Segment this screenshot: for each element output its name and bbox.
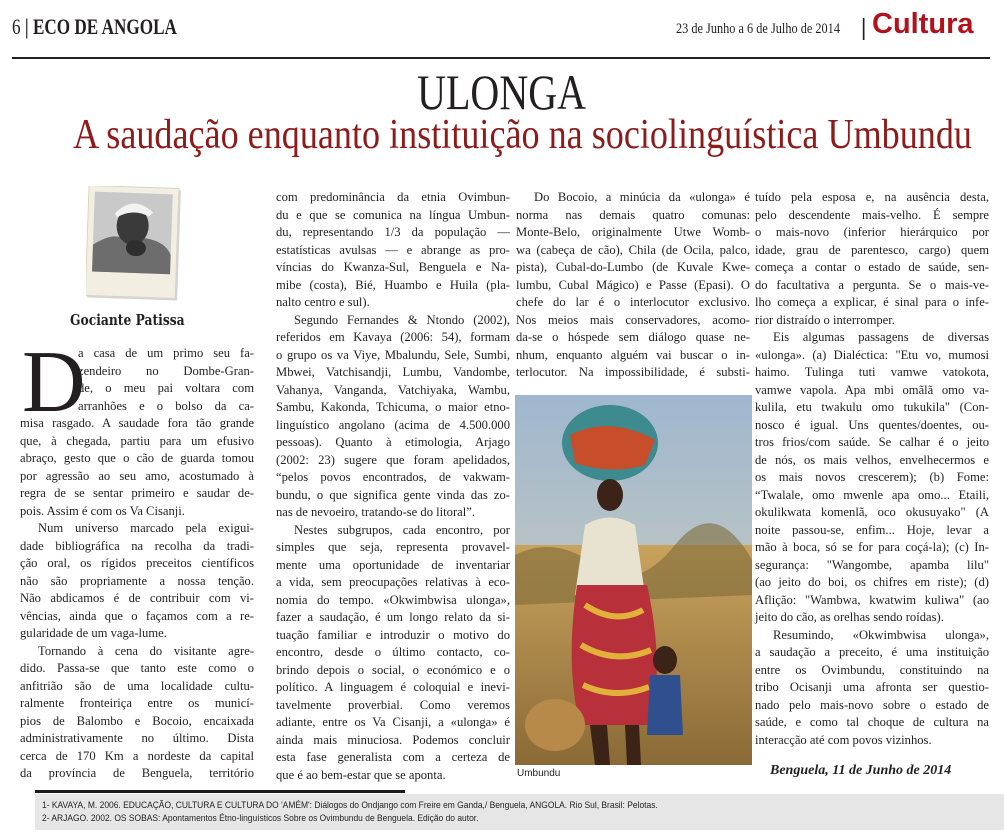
text-line: nalto centro e sul). <box>276 295 370 309</box>
text-line: kulila, etu twakulu omo tukukila" (Con- <box>755 400 989 414</box>
footnotes-box <box>35 794 1004 830</box>
text-line: lumbu, Cubal Mágico) e Passe (Epasi). O <box>516 277 750 292</box>
text-line: zendeiro no Dombe-Gran- <box>78 363 254 378</box>
paragraph <box>20 520 254 643</box>
text-line: pios de Balombo e Bocoio, encaixada <box>20 713 254 728</box>
publication-name: | ECO DE ANGOLA <box>24 14 177 39</box>
text-line: mente uma oportunidade de inventariar <box>276 557 510 572</box>
text-line: Resumindo, «Okwimbwisa ulonga», <box>773 627 989 642</box>
text-line: vamwe vapola. Apa mbi omãlã omo va- <box>755 382 989 397</box>
text-column-2 <box>276 189 510 784</box>
text-column-1 <box>20 334 254 783</box>
paragraph <box>276 522 510 785</box>
paragraph <box>20 334 254 520</box>
text-line: nomia do tempo. «Okwimbwisa ulonga», <box>276 592 510 607</box>
text-line: (ao jeito do boi, os chifres em riste); (d) <box>755 575 989 589</box>
text-line: por agressão ao seu amo, acostumado à <box>20 468 254 483</box>
article-subtitle-text: A saudação enquanto instituição na sociolinguística Umbundu <box>73 112 972 158</box>
text-line: Nos meios mais conservadores, acomo- <box>516 312 750 327</box>
text-line: Num universo marcado pela exigui- <box>38 521 254 535</box>
text-line: brindo depois o social, o económico e o <box>276 662 510 677</box>
paragraph <box>755 189 989 329</box>
text-line: okulikwata komenlã, oco okusuyako" (A <box>755 505 989 519</box>
article-title-text: ULONGA <box>417 64 587 120</box>
text-line: Não abdicamos é de contribuir com vi- <box>20 591 254 605</box>
text-line: estatísticas avulsas — e abrange as pro- <box>276 242 510 257</box>
text-line: que é ao bem-estar que se aponta. <box>276 767 446 782</box>
footnote-rule <box>35 790 405 793</box>
text-line: wa (cabeça de cão), Chila (de Ocila, palco, <box>516 242 750 257</box>
text-line: gularidade de um vaga-lume. <box>20 626 167 640</box>
footnote-1: 1- KAVAYA, M. 2006. EDUCAÇÃO, CULTURA E CULTURA DO 'AMÉM': Diálogos do Ondjango com Freire em Ganda,/ Benguela, ANGOLA. Rio Sul, Brasil: Pelotas. <box>42 800 658 810</box>
article-subtitle <box>0 112 1004 158</box>
text-line: «ulonga». (a) Dialéctica: "Etu vo, mumosi <box>755 347 989 362</box>
text-line: da província de Benguela, território <box>20 766 254 780</box>
text-line: Segundo Fernandes & Ntondo (2002), <box>294 312 510 327</box>
text-line: linguístico angolano (acima de 4.500.000 <box>276 417 510 432</box>
author-photo <box>86 186 182 304</box>
text-line: tros frios/com saúde. Se calhar é o jeito <box>755 435 989 449</box>
text-line: o grupo os va Viye, Mbalundu, Sele, Sumbi, <box>276 347 510 362</box>
text-line: político. A linguagem é coloquial e inevi- <box>276 680 510 694</box>
footnote-2: 2- ARJAGO. 2002. OS SOBAS: Apontamentos Étno-linguísticos Sobre os Ovimbundu de Benguela. Edição do autor. <box>42 813 479 823</box>
text-line: vências, ainda que o façamos com a re- <box>20 608 254 623</box>
author-name: Gociante Patissa <box>70 311 185 329</box>
paragraph <box>276 189 510 312</box>
text-line: Mbwei, Vatchisandji, Lumbu, Vandombe, <box>276 365 510 379</box>
text-line: nas de nevoeiro, tratando-se do litoral”. <box>276 505 475 519</box>
paragraph <box>20 643 254 783</box>
text-line: bundu, o que significa gente vinda das zo- <box>276 487 510 502</box>
text-line: cerca de 170 Km a nordeste da capital <box>20 748 254 763</box>
text-line: “Twalale, omo mwenle apa omo... Etaili, <box>755 487 989 502</box>
text-line: do facultativa a pergunta. Se o mais-ve- <box>755 277 989 292</box>
text-line: haimo. Tulinga tuti vamwe vatokota, <box>755 365 989 379</box>
text-line: saúde, e como tal choque de cultura na <box>755 715 989 729</box>
article-photo <box>515 395 752 765</box>
text-line: a vida, sem preocupações relativas à eco- <box>276 575 510 589</box>
text-line: abraço, gesto que o cão de guarda tomou <box>20 451 254 465</box>
text-column-4 <box>755 189 989 749</box>
text-line: nosco é igual. Uns quentes/doentes, ou- <box>755 417 989 432</box>
text-line: anfitrião são de uma localidade cultu- <box>20 678 254 693</box>
text-line: o mais-novo (inferior hierárquico por <box>755 225 989 239</box>
text-line: nado pelo mais-novo sobre o estado de <box>755 697 989 712</box>
text-line: noite passou-se, enfim... Hoje, levar a <box>755 522 989 537</box>
text-column-3 <box>516 189 750 382</box>
text-line: chefe do lar é o interlocutor exclusivo. <box>516 295 750 309</box>
article-title <box>0 66 1004 118</box>
text-line: encontro, desde o último contacto, co- <box>276 645 510 659</box>
text-line: tavelmente proverbial. Como veremos <box>276 697 510 712</box>
text-line: simples que seja, representa provavel- <box>276 540 510 554</box>
text-line: referidos em Kavaya (2006: 54), formam <box>276 330 510 344</box>
paragraph <box>755 627 989 750</box>
text-line: lho começa a explicar, é sinal para o infe- <box>755 295 989 309</box>
text-line: tribo Ocisanji uma afronta ser questio- <box>755 680 989 694</box>
section-name: Cultura <box>872 8 974 40</box>
text-line: idade, grau de parentesco, cargo) quem <box>755 242 989 257</box>
text-line: Eis algumas passagens de diversas <box>773 330 989 344</box>
text-line: dido. Passa-se que tanto este como o <box>20 661 254 675</box>
text-line: interacção até com povos vizinhos. <box>755 732 932 747</box>
text-line: de nós, os mais velhos, envelhecermos e <box>755 452 989 467</box>
text-line: norma nas demais quatro comunas: <box>516 207 750 222</box>
text-line: entre os Ovimbundu, constituindo na <box>755 662 989 677</box>
text-line: ção oral, os rígidos preceitos científicos <box>20 556 254 570</box>
text-line: de, o meu pai voltara com <box>78 381 254 395</box>
text-line: Monte-Belo, originalmente Utwe Womb- <box>516 225 750 239</box>
text-line: adiante, entre os Va Cisanji, a «ulonga» é <box>276 715 510 729</box>
text-line: “pelos povos encontrados, de vakwam- <box>276 470 510 484</box>
text-line: mibe (costa), Bié, Huambo e Huila (pla- <box>276 277 510 292</box>
text-line: tuído pela esposa e, na ausência desta, <box>755 190 989 204</box>
paragraph <box>276 312 510 522</box>
text-line: esta fase generalista com a certeza de <box>276 750 510 764</box>
text-line: da-se o hóspede sem diálogo quase ne- <box>516 330 750 344</box>
text-line: terlocutor. Na impossibilidade, é substi- <box>516 365 750 379</box>
text-line: Vahanya, Vanganda, Vatchiyaka, Wambu, <box>276 382 510 397</box>
text-line: misa rasgado. A saudade fora tão grande <box>20 416 254 430</box>
text-line: pista), Cubal-do-Lumbo (de Kuvale Kwe- <box>516 260 750 274</box>
text-line: dade bibliográfica na recolha da tradi- <box>20 538 254 553</box>
text-line: jeito do cão, as orelhas sendo roídas). <box>755 610 944 624</box>
drop-cap: D <box>22 334 86 431</box>
text-line: não são propriamente a nossa tenção. <box>20 573 254 588</box>
text-line: Sambu, Kakonda, Tchicuma, o maior etno- <box>276 400 510 414</box>
text-line: pessoas). Quanto à etimologia, Arjago <box>276 435 510 449</box>
text-line: tuação familiar e introduzir o motivo do <box>276 627 510 642</box>
text-line: (2002: 23) sugere que foram apelidados, <box>276 452 510 467</box>
text-line: começa a contar o estado de saúde, sen- <box>755 260 989 274</box>
text-line: pois. Assim é com os Va Cisanji. <box>20 503 185 518</box>
paragraph <box>516 189 750 382</box>
text-line: Aflição: "Wambwa, kwatwim kuliwa" (ao <box>755 592 989 607</box>
text-line: Do Bocoio, a minúcia da «ulonga» é <box>534 190 750 204</box>
text-line: nhum, enquanto alguém vai buscar o in- <box>516 347 750 362</box>
text-line: du e que se comunica na língua Umbun- <box>276 207 510 222</box>
text-line: du, representando 1/3 da população — <box>276 225 510 239</box>
text-line: Nestes subgrupos, cada encontro, por <box>294 522 510 537</box>
header-separator: | <box>861 15 867 41</box>
text-line: que, à chegada, partiu para um efusivo <box>20 433 254 448</box>
header-rule <box>12 57 990 59</box>
text-line: pelo descendente mais-velho. É sempre <box>755 207 989 222</box>
text-line: regra de se sentar primeiro e saudar de- <box>20 486 254 500</box>
text-line: a casa de um primo seu fa- <box>78 346 254 360</box>
photo-caption: Umbundu <box>517 768 561 779</box>
text-line: ainda mais minuciosa. Podemos concluir <box>276 732 510 747</box>
issue-date: 23 de Junho a 6 de Julho de 2014 <box>676 21 840 37</box>
text-line: rior distraído o interromper. <box>755 312 895 327</box>
text-line: com predominância da etnia Ovimbun- <box>276 190 510 204</box>
text-line: Tornando à cena do visitante agre- <box>38 643 254 658</box>
text-line: os mais novos crescerem); (b) Fome: <box>755 470 989 484</box>
text-line: segurança: "Wangombe, apamba lilu" <box>755 557 989 572</box>
text-line: administrativamente no último. Dista <box>20 731 254 745</box>
article-signature: Benguela, 11 de Junho de 2014 <box>770 763 952 778</box>
text-line: arranhões e o bolso da ca- <box>78 398 254 413</box>
text-line: a saudação a preceito, é uma instituição <box>755 645 989 659</box>
text-line: ralmente fronteiriça entre os municí- <box>20 696 254 710</box>
text-line: fazer a saudação, é um longo relato da si- <box>276 610 510 624</box>
text-line: mão à boca, só se for para coçá-la); (c) In- <box>755 540 989 554</box>
page-header-left <box>12 14 177 40</box>
paragraph <box>755 329 989 627</box>
text-line: víncias do Kwanza-Sul, Benguela e Na- <box>276 260 510 274</box>
page-number: 6 <box>12 14 21 39</box>
